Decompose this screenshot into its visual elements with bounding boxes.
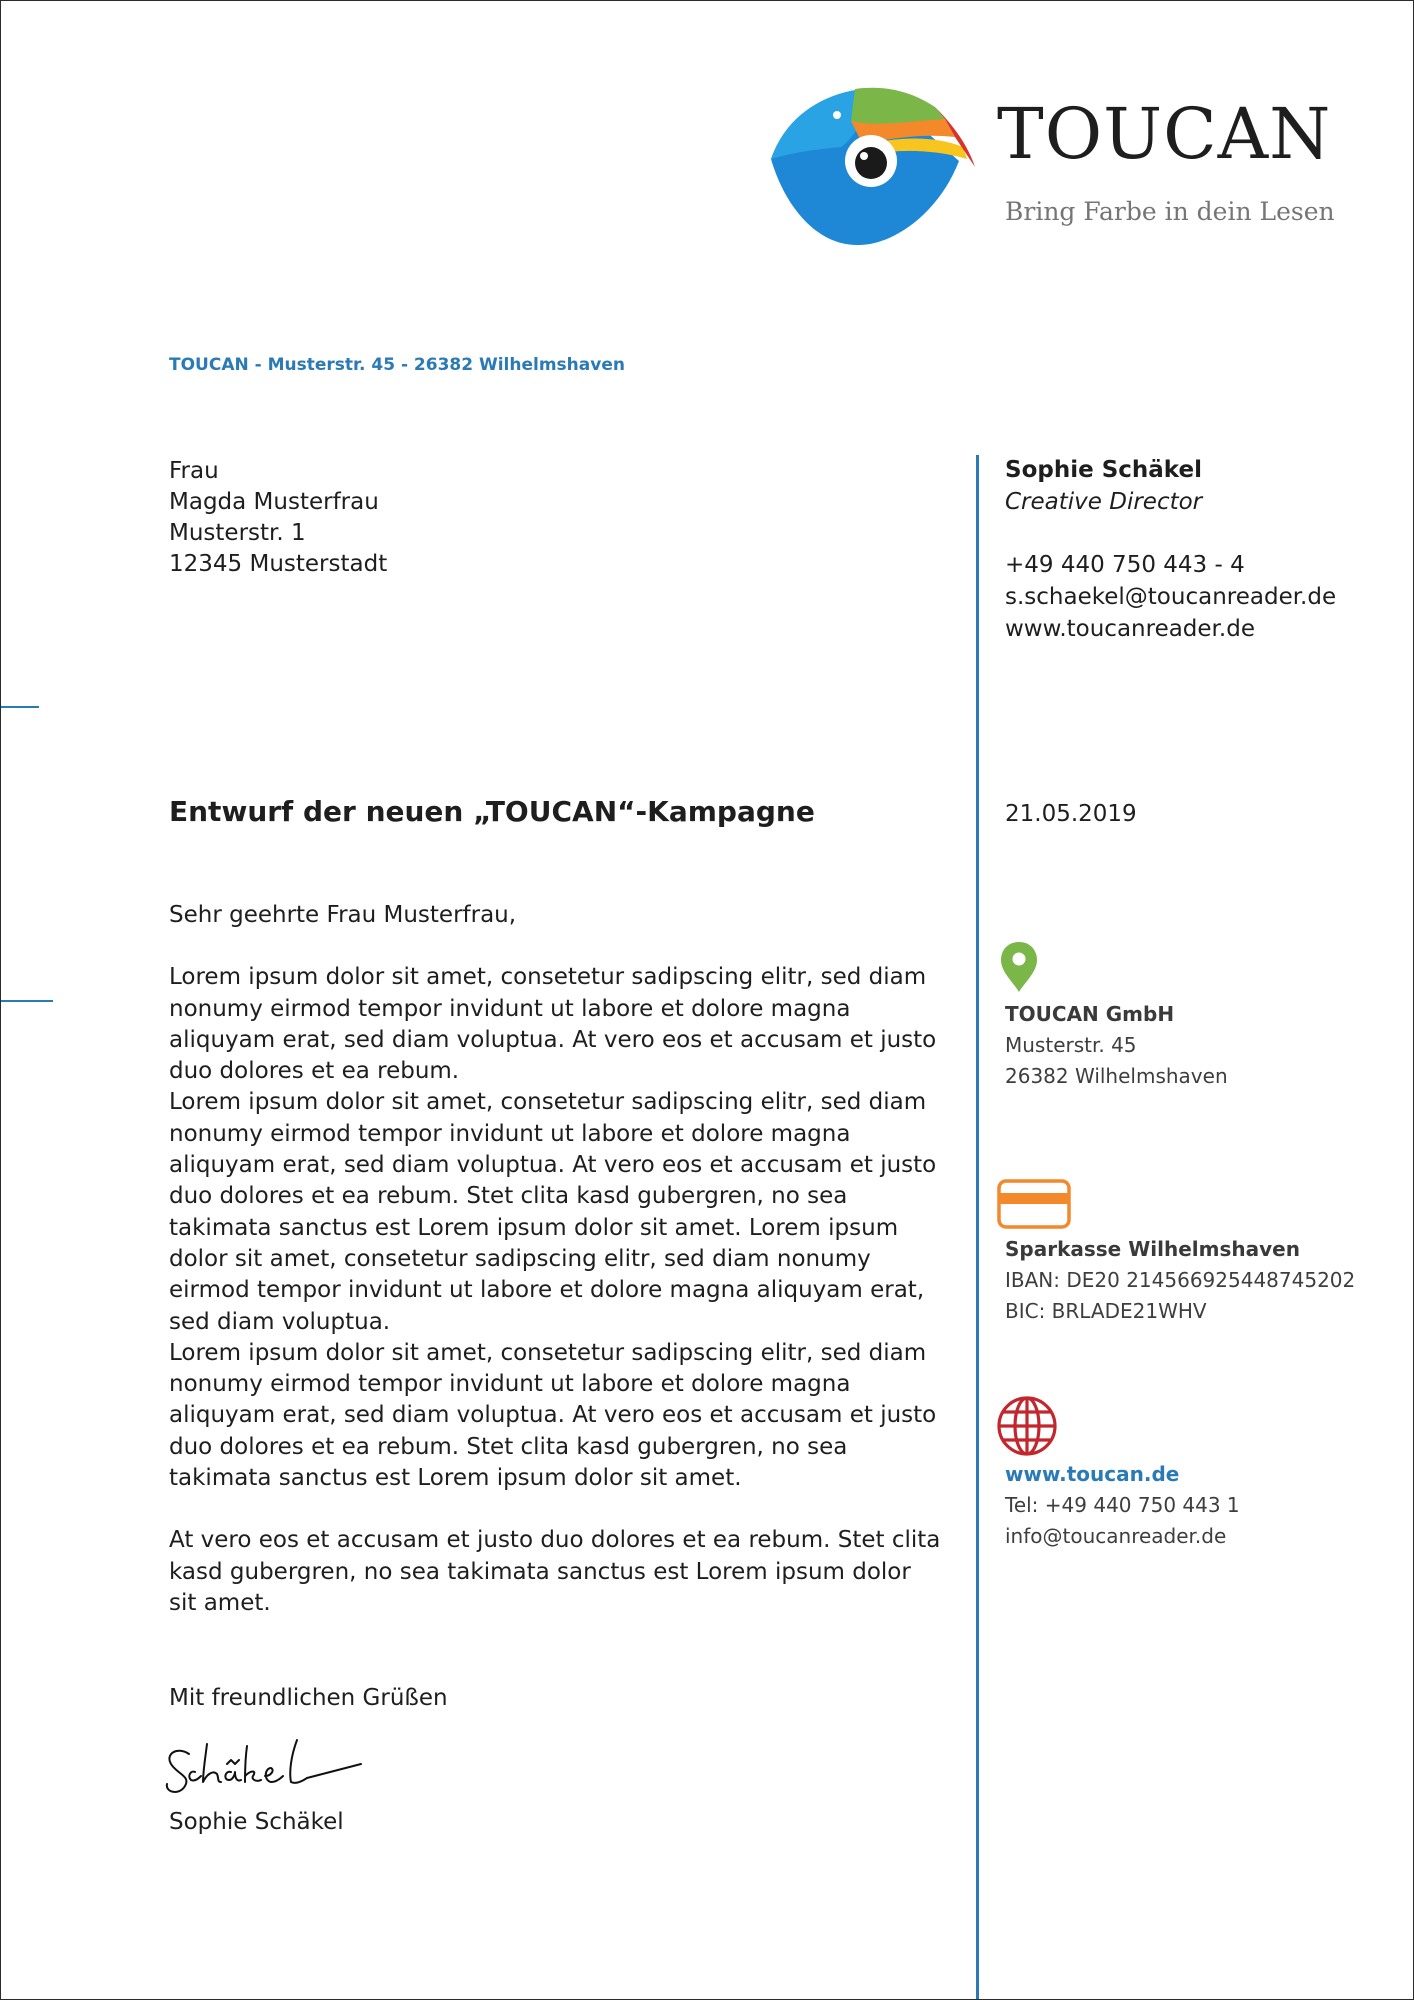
company-name: TOUCAN GmbH: [1005, 1002, 1175, 1026]
company-address: [1005, 999, 1228, 1092]
contact-phone: +49 440 750 443 - 4: [1005, 552, 1245, 578]
recipient-city: 12345 Musterstadt: [169, 551, 388, 577]
credit-card-icon: [997, 1179, 1071, 1229]
bank-details: [1005, 1234, 1355, 1327]
brand-name: TOUCAN: [997, 93, 1332, 175]
company-email: info@toucanreader.de: [1005, 1524, 1227, 1548]
recipient-address: [169, 456, 387, 580]
sender-return-address: TOUCAN - Musterstr. 45 - 26382 Wilhelmshaven: [169, 355, 625, 375]
punch-mark: [1, 1000, 53, 1002]
contact-block: [1005, 454, 1336, 645]
letter-paragraph: At vero eos et accusam et justo duo dolores et ea rebum. Stet clita kasd gubergren, no sea takimata sanctus est Lorem ipsum dolor sit amet.: [169, 1527, 941, 1616]
globe-icon: [996, 1395, 1058, 1457]
contact-role: Creative Director: [1005, 489, 1203, 515]
column-divider: [976, 455, 979, 2000]
recipient-salutation: Frau: [169, 458, 219, 484]
bank-bic: BIC: BRLADE21WHV: [1005, 1299, 1207, 1323]
fold-mark: [1, 706, 39, 708]
letter-date: 21.05.2019: [1005, 801, 1137, 827]
letter-subject: Entwurf der neuen „TOUCAN“-Kampagne: [169, 795, 815, 828]
location-pin-icon: [999, 940, 1039, 994]
recipient-street: Musterstr. 1: [169, 520, 306, 546]
letter-greeting: Sehr geehrte Frau Musterfrau,: [169, 902, 517, 928]
letter-body: [169, 900, 943, 1619]
contact-website: www.toucanreader.de: [1005, 616, 1255, 642]
brand-tagline: Bring Farbe in dein Lesen: [1005, 197, 1335, 226]
letter-paragraph: Lorem ipsum dolor sit amet, consetetur sadipscing elitr, sed diam nonumy eirmod tempor invidunt ut labore et dolore magna aliquyam erat, sed diam voluptua. At vero eos et accusam et justo duo dolores et ea rebum. Stet clita kasd gubergren, no sea takimata sanctus est Lorem ipsum dolor sit amet. Lorem ipsum dolor sit amet, consetetur sadipscing elitr, sed diam nonumy eirmod tempor invidunt ut labore et dolore magna aliquyam erat, sed diam voluptua.: [169, 1089, 937, 1335]
bank-iban: IBAN: DE20 214566925448745202: [1005, 1268, 1356, 1292]
company-website-link[interactable]: www.toucan.de: [1005, 1462, 1180, 1486]
letter-closing: Mit freundlichen Grüßen: [169, 1685, 448, 1711]
company-street: Musterstr. 45: [1005, 1033, 1137, 1057]
company-city: 26382 Wilhelmshaven: [1005, 1064, 1228, 1088]
handwritten-signature: [161, 1736, 421, 1800]
letter-paragraph: Lorem ipsum dolor sit amet, consetetur sadipscing elitr, sed diam nonumy eirmod tempor invidunt ut labore et dolore magna aliquyam erat, sed diam voluptua. At vero eos et accusam et justo duo dolores et ea rebum. Stet clita kasd gubergren, no sea takimata sanctus est Lorem ipsum dolor sit amet.: [169, 1339, 937, 1492]
letter-paragraph: Lorem ipsum dolor sit amet, consetetur sadipscing elitr, sed diam nonumy eirmod tempor invidunt ut labore et dolore magna aliquyam erat, sed diam voluptua. At vero eos et accusam et justo duo dolores et ea rebum.: [169, 964, 937, 1085]
toucan-logo-icon: [771, 87, 977, 247]
contact-email: s.schaekel@toucanreader.de: [1005, 584, 1337, 610]
recipient-name: Magda Musterfrau: [169, 489, 379, 515]
signer-name: Sophie Schäkel: [169, 1809, 344, 1835]
company-phone: Tel: +49 440 750 443 1: [1005, 1493, 1240, 1517]
web-contact: [1005, 1459, 1240, 1552]
contact-name: Sophie Schäkel: [1005, 457, 1202, 483]
bank-name: Sparkasse Wilhelmshaven: [1005, 1237, 1300, 1261]
